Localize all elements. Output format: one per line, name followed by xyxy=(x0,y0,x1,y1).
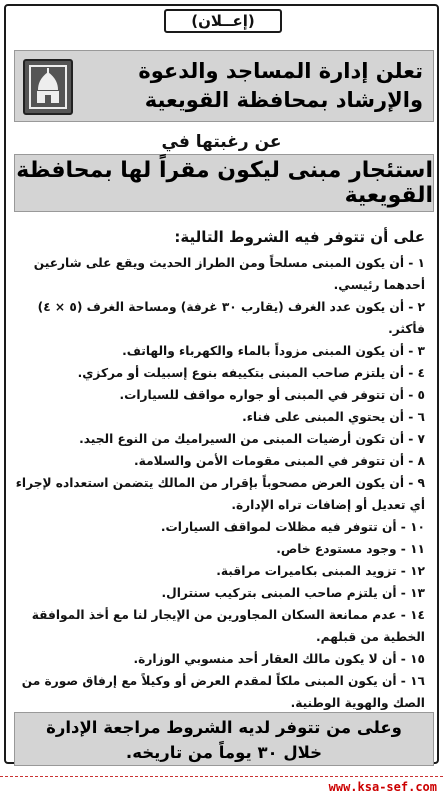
intro-text: عن رغبتها في xyxy=(161,132,282,152)
footer-line-1: وعلى من تتوفر لديه الشروط مراجعة الإدارة xyxy=(46,718,402,737)
ad-label: (إعــلان) xyxy=(164,9,282,33)
condition-line: ١٦ - أن يكون المبنى ملكاً لمقدم العرض أو وكيلاً مع إرفاق صورة من xyxy=(21,674,425,688)
mosque-emblem-icon xyxy=(28,64,68,110)
condition-line: أي تعديل أو إضافات تراه الإدارة. xyxy=(231,498,425,512)
watermark-url: www.ksa-sef.com xyxy=(328,780,437,794)
header-band xyxy=(14,50,434,122)
header-line-2: والإرشاد بمحافظة القويعية xyxy=(144,88,423,112)
ad-frame xyxy=(4,4,439,764)
announcer-name xyxy=(83,57,423,115)
ministry-logo-icon xyxy=(23,59,73,115)
condition-line: ٥ - أن تتوفر في المبنى أو جواره مواقف للسيارات. xyxy=(119,388,425,402)
header-line-1: تعلن إدارة المساجد والدعوة xyxy=(138,59,423,83)
condition-line: ٢ - أن يكون عدد الغرف (يقارب ٣٠ غرفة) ومساحة الغرف (٥ × ٤) xyxy=(37,300,425,314)
condition-line: ٩ - أن يكون العرض مصحوباً بإقرار من المالك يتضمن استعداده لإجراء xyxy=(15,476,425,490)
condition-line: ٣ - أن يكون المبنى مزوداً بالماء والكهرباء والهاتف. xyxy=(122,344,425,358)
condition-line: ١٣ - أن يلتزم صاحب المبنى بتركيب سنترال. xyxy=(161,586,425,600)
condition-line: الصك والهوية الوطنية. xyxy=(290,696,425,710)
condition-line: ٧ - أن تكون أرضيات المبنى من السيراميك من النوع الجيد. xyxy=(79,432,425,446)
headline: استئجار مبنى ليكون مقراً لها بمحافظة القويعية xyxy=(16,158,433,208)
conditions-title: على أن تتوفر فيه الشروط التالية: xyxy=(174,228,425,246)
condition-line: ١٤ - عدم ممانعة السكان المجاورين من الإيجار لنا مع أخذ الموافقة الخطية من قبلهم. xyxy=(31,608,425,644)
condition-line: ١٥ - أن لا يكون مالك العقار أحد منسوبي الوزارة. xyxy=(133,652,425,666)
condition-line: ٤ - أن يلتزم صاحب المبنى بتكييفه بنوع إسبيلت أو مركزي. xyxy=(77,366,425,380)
conditions-list xyxy=(11,252,425,714)
watermark-bar xyxy=(0,776,443,794)
condition-line: ١٢ - تزويد المبنى بكاميرات مراقبة. xyxy=(216,564,425,578)
headline-band xyxy=(14,154,434,212)
condition-line: فأكثر. xyxy=(388,322,425,336)
condition-line: ١٠ - أن تتوفر فيه مظلات لمواقف السيارات. xyxy=(160,520,425,534)
footer-line-2: خلال ٣٠ يوماً من تاريخه. xyxy=(125,743,323,762)
condition-line: ٦ - أن يحتوي المبنى على فناء. xyxy=(242,410,425,424)
condition-line: ١١ - وجود مستودع خاص. xyxy=(276,542,425,556)
condition-line: ٨ - أن تتوفر في المبنى مقومات الأمن والسلامة. xyxy=(134,454,425,468)
condition-line: ١ - أن يكون المبنى مسلحاً ومن الطراز الحديث ويقع على شارعين xyxy=(33,256,425,270)
condition-line: أحدهما رئيسي. xyxy=(333,278,425,292)
footer-band xyxy=(14,712,434,766)
